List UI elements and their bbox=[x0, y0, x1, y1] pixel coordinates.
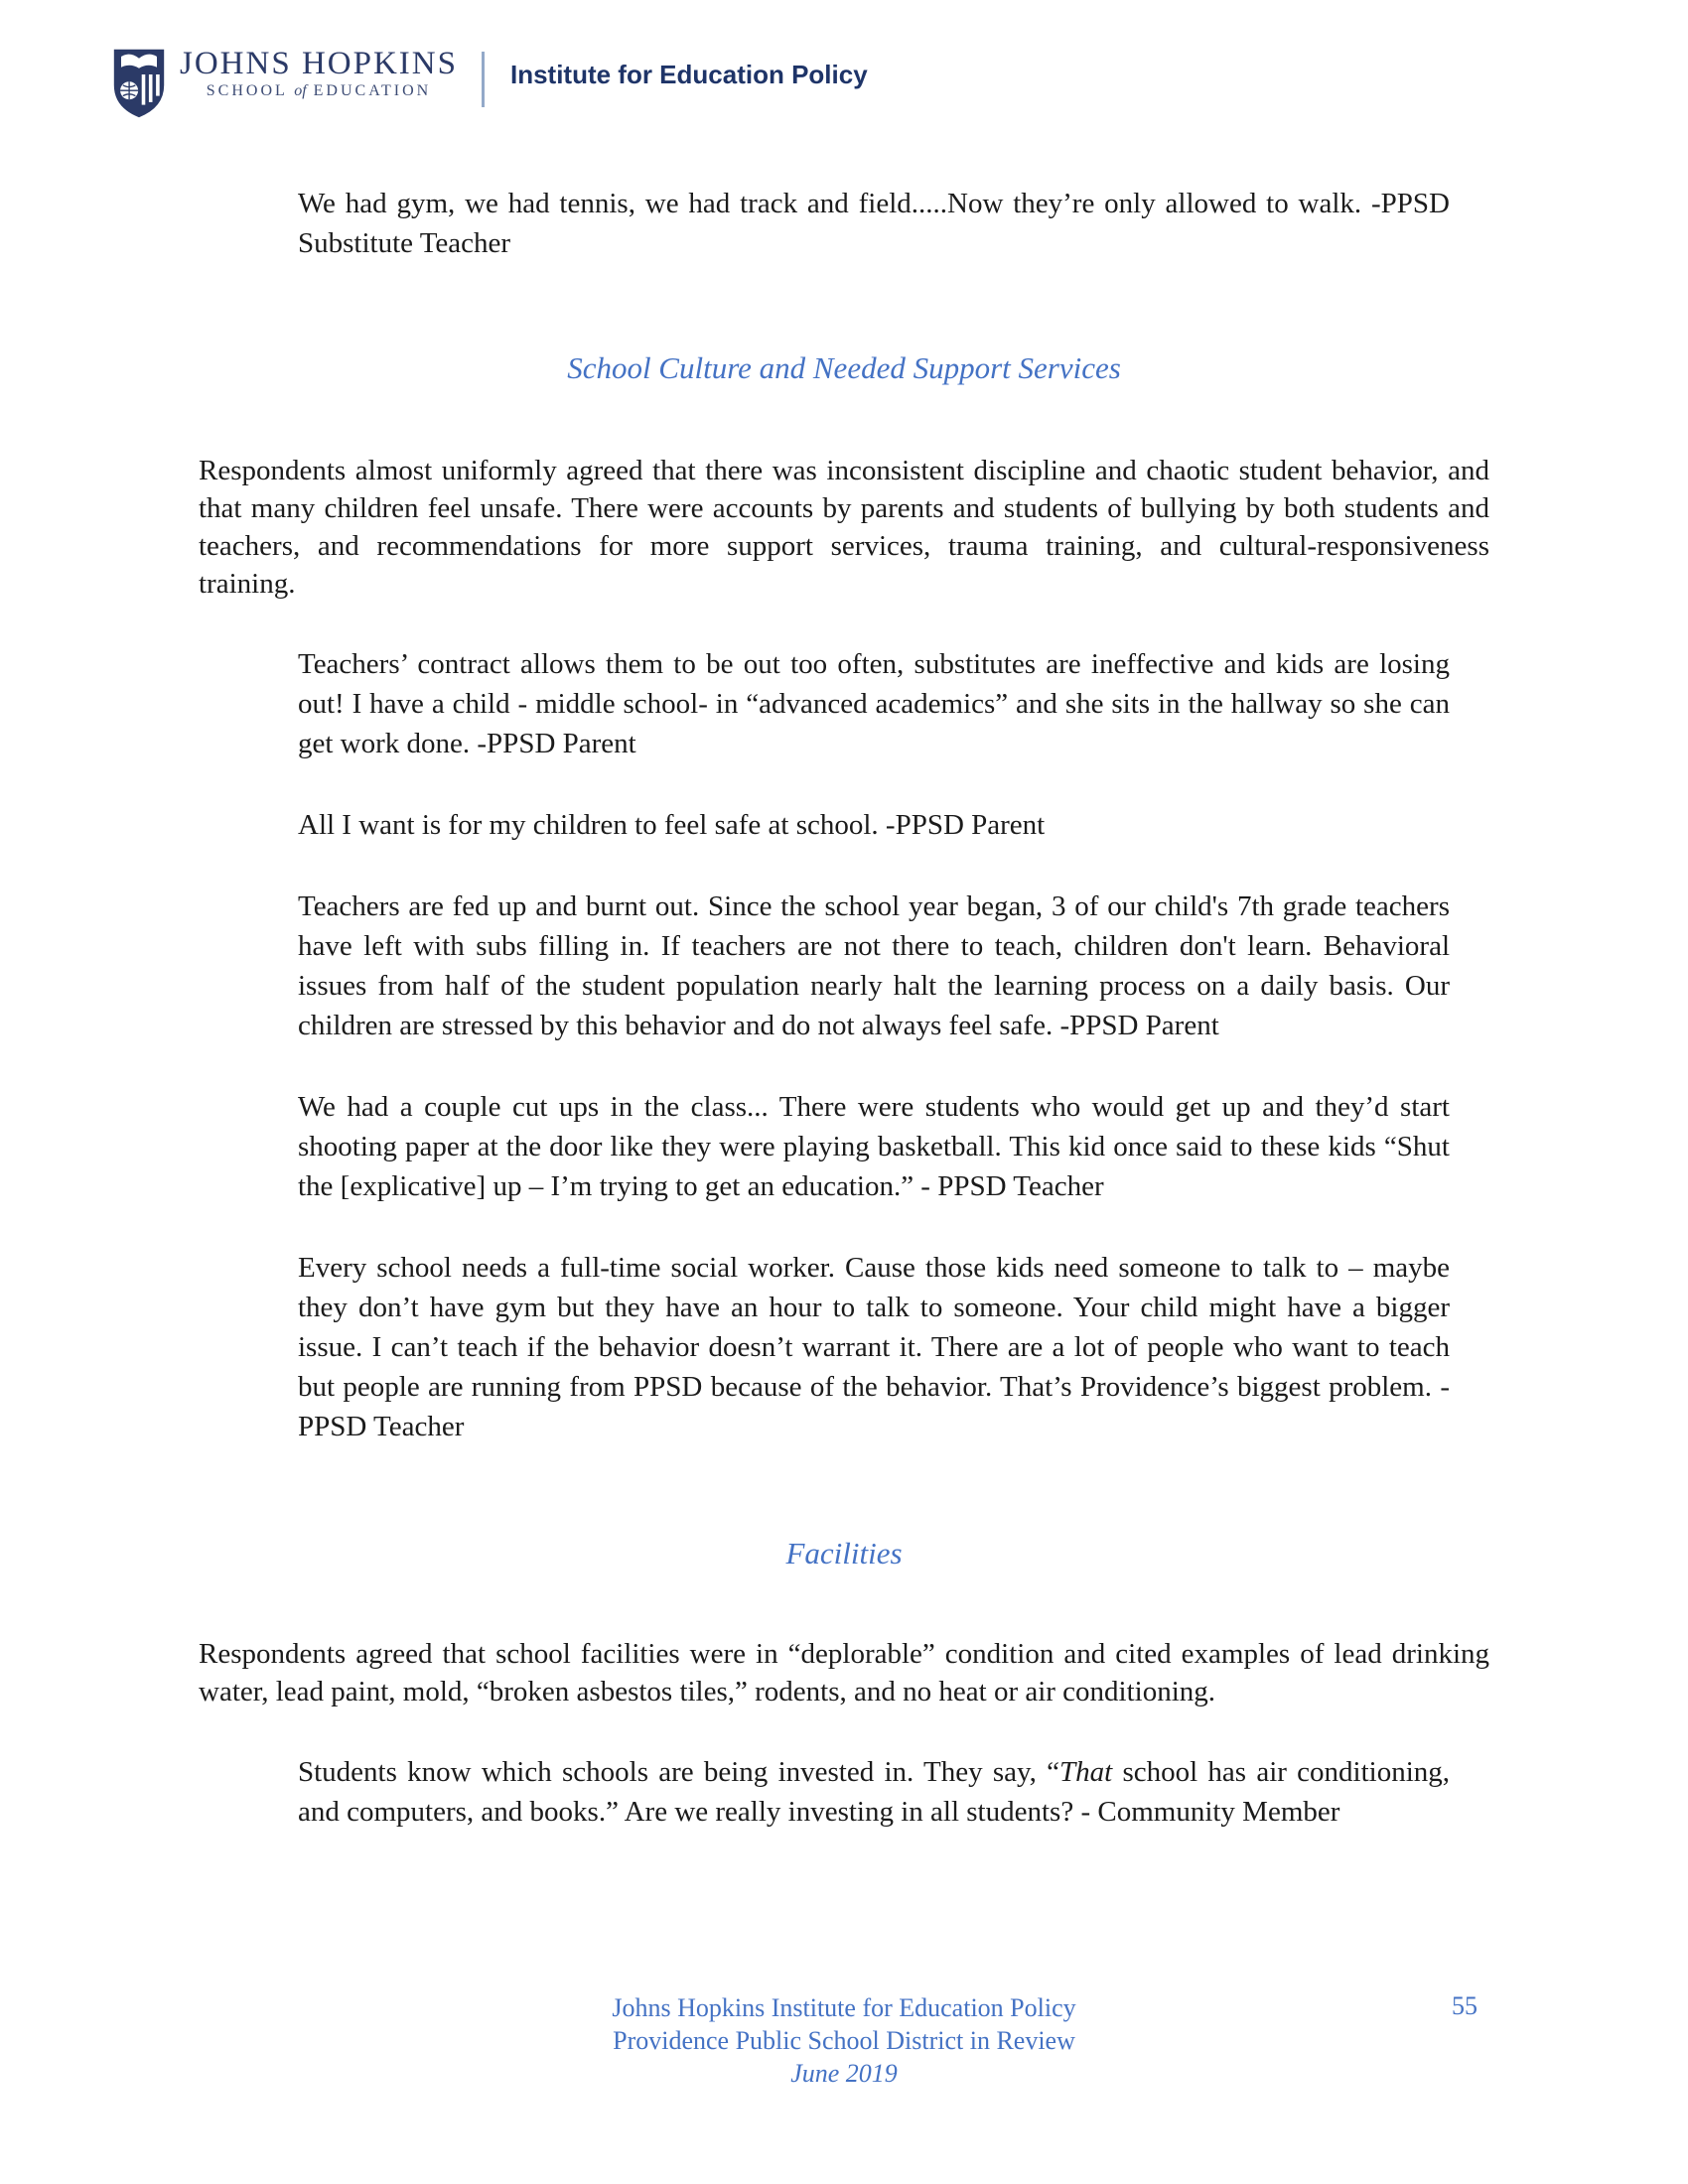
brand-name: JOHNS HOPKINS bbox=[180, 46, 458, 81]
page-number: 55 bbox=[1452, 1991, 1477, 2020]
blockquote-community-member: Students know which schools are being invested in. They say, “That school has air conditioning, and computers, and books.” Are we really investing in all students? - Community Member bbox=[298, 1756, 1451, 1828]
brand-school: SCHOOL of EDUCATION bbox=[206, 82, 432, 99]
section-heading-school-culture: School Culture and Needed Support Services bbox=[567, 350, 1121, 385]
blockquote-parent-fed-up: Teachers are fed up and burnt out. Since the school year began, 3 of our child's 7th grade teachers have left with subs filling in. If teachers are not there to teach, children don't learn. Behavioral issues from half of the student population nearly halt the learning process on a daily basis. Our children are stressed by this behavior and do not always feel safe. -PPSD Parent bbox=[298, 890, 1450, 1041]
brand-wordmark bbox=[180, 46, 458, 101]
brand-divider bbox=[482, 52, 485, 107]
footer-line-report-title: Providence Public School District in Review bbox=[613, 2026, 1075, 2055]
blockquote-parent-contract: Teachers’ contract allows them to be out too often, substitutes are ineffective and kids are losing out! I have a child - middle school- in “advanced academics” and she sits in the hallway so she can get work done. -PPSD Parent bbox=[298, 648, 1450, 759]
header-brand bbox=[112, 46, 868, 119]
footer-line-date: June 2019 bbox=[790, 2059, 898, 2088]
paragraph-facilities-summary: Respondents agreed that school facilities were in “deplorable” condition and cited examples of lead drinking water, lead paint, mold, “broken asbestos tiles,” rodents, and no heat or air conditioning. bbox=[199, 1638, 1489, 1707]
blockquote-substitute-teacher: We had gym, we had tennis, we had track and field.....Now they’re only allowed to walk. -PPSD Substitute Teacher bbox=[298, 188, 1450, 259]
page-content bbox=[199, 184, 1489, 1832]
italic-that: That bbox=[1059, 1756, 1113, 1788]
page-footer bbox=[0, 1991, 1688, 2090]
paragraph-school-culture-summary: Respondents almost uniformly agreed that there was inconsistent discipline and chaotic student behavior, and that many children feel unsafe. There were accounts by parents and students of bullying by both students and teachers, and recommendations for more support services, trauma training, and cultural-responsiveness training. bbox=[199, 455, 1489, 600]
institute-name: Institute for Education Policy bbox=[509, 60, 868, 89]
footer-line-institute: Johns Hopkins Institute for Education Policy bbox=[612, 1993, 1076, 2022]
blockquote-teacher-cut-ups: We had a couple cut ups in the class... There were students who would get up and they’d start shooting paper at the door like they were playing basketball. This kid once said to these kids “Shut the [explicative] up – I’m trying to get an education.” - PPSD Teacher bbox=[298, 1091, 1450, 1202]
johns-hopkins-shield-icon bbox=[112, 48, 166, 119]
blockquote-parent-safe: All I want is for my children to feel safe at school. -PPSD Parent bbox=[298, 809, 1046, 841]
section-heading-facilities: Facilities bbox=[785, 1536, 903, 1570]
blockquote-teacher-social-worker: Every school needs a full-time social worker. Cause those kids need someone to talk to – maybe they don’t have gym but they have an hour to talk to someone. Your child might have a bigger issue. I can’t teach if the behavior doesn’t warrant it. There are a lot of people who want to teach but people are running from PPSD because of the behavior. That’s Providence’s biggest problem. -PPSD Teacher bbox=[298, 1252, 1450, 1442]
